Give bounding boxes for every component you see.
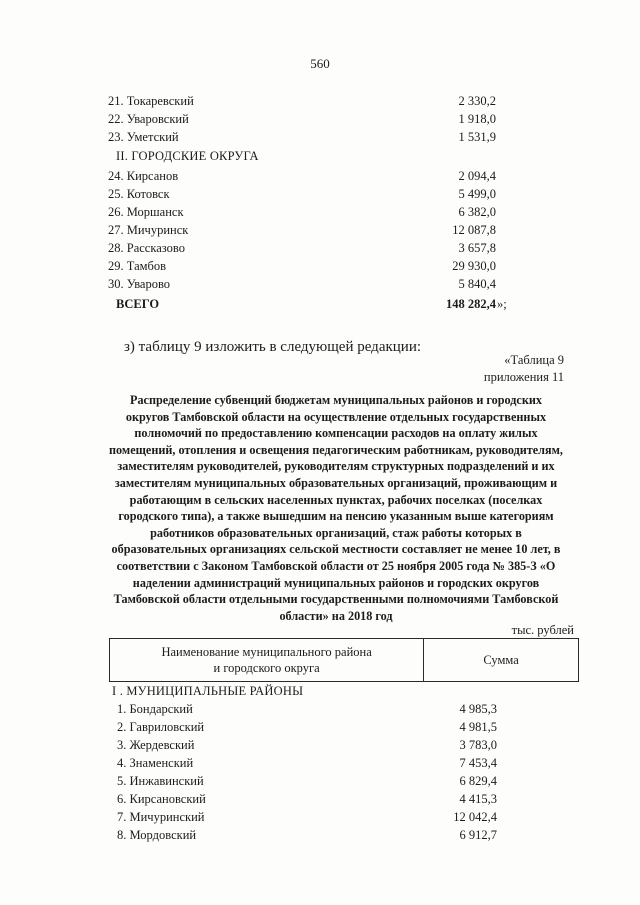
table-row — [117, 739, 497, 755]
row-value: 4 415,3 — [459, 792, 497, 806]
section-heading: I . МУНИЦИПАЛЬНЫЕ РАЙОНЫ — [112, 684, 304, 698]
row-name: 4. Знаменский — [117, 756, 194, 770]
row-name: 29. Тамбов — [108, 259, 167, 273]
row-name: 26. Моршанск — [108, 205, 184, 219]
row-name: 1. Бондарский — [117, 702, 193, 716]
table-ref-line1: «Таблица 9 — [504, 353, 564, 367]
table-row — [117, 811, 497, 827]
row-value: 5 840,4 — [458, 277, 496, 291]
header-name-line1: Наименование муниципального района — [161, 645, 372, 659]
row-name: 28. Рассказово — [108, 241, 185, 255]
table9-title: Распределение субвенций бюджетам муниципальных районов и городских округов Тамбовской области на осуществление отдельных государственных полномочий по предоставлению компенсации расходов на оплату жилых помещений, отопления и освещения педагогическим работникам, руководителям, заместителям руководителей, руководителям структурных подразделений и их заместителям муниципальных образовательных организаций, проживающим и работающим в сельских населенных пунктах, рабочих поселках (поселках городского типа), а также вышедшим на пенсию указанным выше категориям работников образовательных организаций, стаж работы которых в образовательных организациях сельской местности составляет не менее 10 лет, в соответствии с Законом Тамбовской области от 25 ноября 2005 года № 385-З «О наделении администраций муниципальных районов и городских округов Тамбовской области отдельными государственными полномочиями Тамбовской области» на 2018 год — [109, 393, 563, 623]
row-value: 3 657,8 — [458, 241, 496, 255]
section-heading: II. ГОРОДСКИЕ ОКРУГА — [116, 149, 259, 163]
row-name: 8. Мордовский — [117, 828, 197, 842]
row-name: 5. Инжавинский — [117, 774, 204, 788]
header-sum-column: Сумма — [424, 639, 579, 682]
row-value: 3 783,0 — [459, 738, 497, 752]
table-row — [117, 757, 497, 773]
row-value: 4 985,3 — [459, 702, 497, 716]
row-value: 6 829,4 — [459, 774, 497, 788]
row-value: 12 042,4 — [453, 810, 497, 824]
table-row — [117, 829, 497, 845]
row-name: 3. Жердевский — [117, 738, 195, 752]
row-value: 4 981,5 — [459, 720, 497, 734]
table-ref-line2: приложения 11 — [483, 370, 564, 384]
row-value: 6 912,7 — [459, 828, 497, 842]
row-name: 2. Гавриловский — [117, 720, 205, 734]
unit-label: тыс. рублей — [511, 623, 574, 637]
row-value: 7 453,4 — [459, 756, 497, 770]
table-row — [117, 775, 497, 791]
row-name: 24. Кирсанов — [108, 169, 179, 183]
total-label: ВСЕГО — [116, 297, 160, 311]
row-value: 29 930,0 — [452, 259, 496, 273]
row-value: 1 918,0 — [458, 112, 496, 126]
row-name: 25. Котовск — [108, 187, 170, 201]
row-name: 6. Кирсановский — [117, 792, 206, 806]
header-name-line2: и городского округа — [213, 661, 320, 675]
instruction-text: з) таблицу 9 изложить в следующей редакции: — [124, 339, 422, 355]
page-number: 560 — [310, 56, 330, 71]
row-name: 7. Мичуринский — [117, 810, 205, 824]
table-row — [117, 721, 497, 737]
row-value: 2 094,4 — [458, 169, 496, 183]
total-suffix: »; — [497, 297, 507, 311]
row-value: 2 330,2 — [458, 94, 496, 108]
row-value: 1 531,9 — [458, 130, 496, 144]
row-name: 30. Уварово — [108, 277, 171, 291]
row-name: 27. Мичуринск — [108, 223, 189, 237]
row-name: 22. Уваровский — [108, 112, 189, 126]
total-value: 148 282,4 — [446, 297, 496, 311]
row-name: 23. Уметский — [108, 130, 179, 144]
row-name: 21. Токаревский — [108, 94, 194, 108]
row-value: 12 087,8 — [452, 223, 496, 237]
table-row — [117, 793, 497, 809]
row-value: 5 499,0 — [458, 187, 496, 201]
table-row — [117, 703, 497, 719]
row-value: 6 382,0 — [458, 205, 496, 219]
